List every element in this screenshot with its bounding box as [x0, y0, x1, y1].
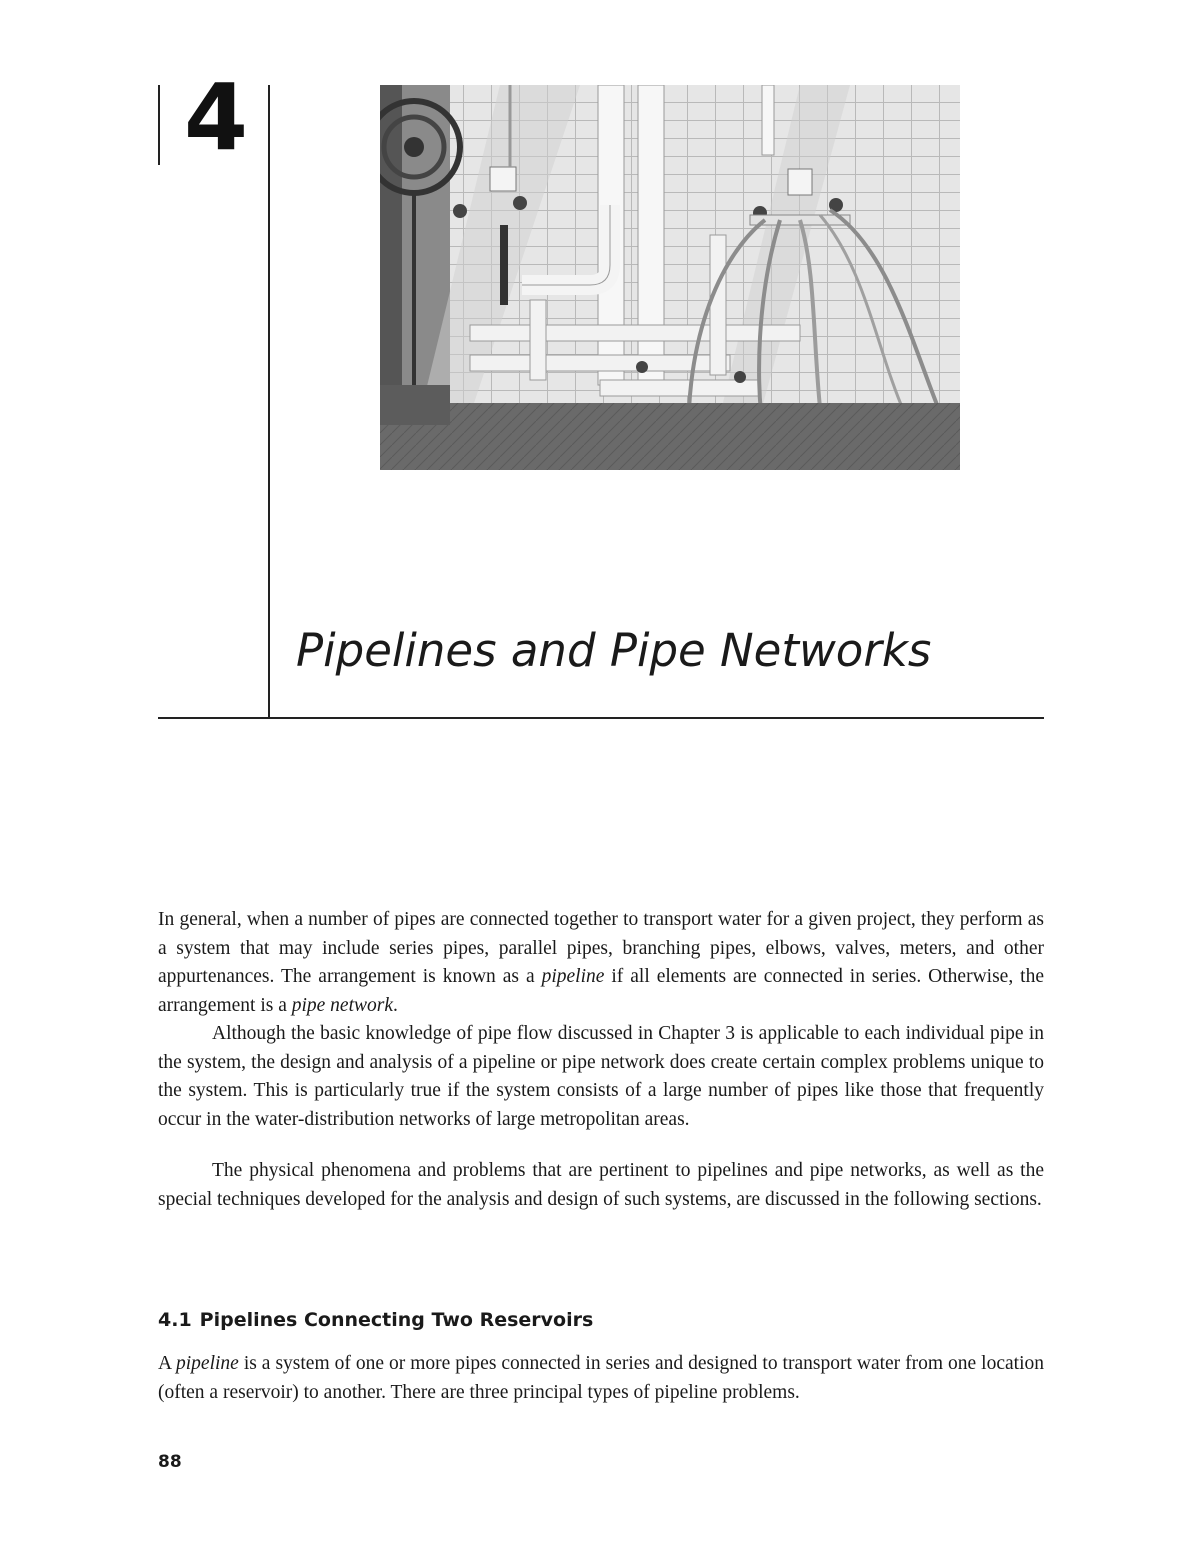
chapter-photo-pipe-lab [380, 85, 960, 470]
p1-text-before: In general, when a number of pipes are connected together to transport water for a given project, they perform as a system that may include series pipes, parallel pipes, branching pipes, elbows, valves, meters, and other appurtenances. The arrangement is known as a [158, 909, 1044, 987]
intro-paragraph-3: The physical phenomena and problems that are pertinent to pipelines and pipe networks, as well as the special techniques developed for the analysis and design of such systems, are discussed in the following sections. [158, 1160, 1044, 1210]
chapter-vertical-rule [268, 85, 270, 718]
p1-text-after: . [393, 994, 398, 1016]
intro-paragraph-2: Although the basic knowledge of pipe flow discussed in Chapter 3 is applicable to each individual pipe in the system, the design and analysis of a pipeline or pipe network does create certain complex problems unique to the system. This is particularly true if the system consists of a large number of pipes like those that frequently occur in the water-distribution networks of large metropolitan areas. [158, 1023, 1044, 1130]
p1-emphasis-pipeline: pipeline [541, 966, 605, 987]
chapter-horizontal-rule [158, 717, 1044, 719]
s1-emphasis-pipeline: pipeline [176, 1353, 239, 1374]
page-number: 88 [158, 1452, 182, 1472]
chapter-number: 4 [184, 64, 247, 171]
section-number: 4.1 [158, 1309, 192, 1331]
p1-emphasis-pipe-network: pipe network [291, 994, 394, 1016]
p1-text-middle: if all elements are connected in series. Otherwise, the arrangement is a [158, 966, 1044, 1016]
section-title: Pipelines Connecting Two Reservoirs [199, 1309, 594, 1331]
s1-text-before: A [158, 1353, 176, 1374]
section-heading [158, 1306, 593, 1334]
chapter-number-rule [158, 85, 160, 165]
chapter-title: Pipelines and Pipe Networks [296, 624, 932, 677]
intro-paragraph-1 [158, 906, 1044, 1020]
s1-text-after: is a system of one or more pipes connected in series and designed to transport water from one location (often a reservoir) to another. There are three principal types of pipeline problems. [158, 1353, 1044, 1403]
section-paragraph-1 [158, 1350, 1044, 1407]
